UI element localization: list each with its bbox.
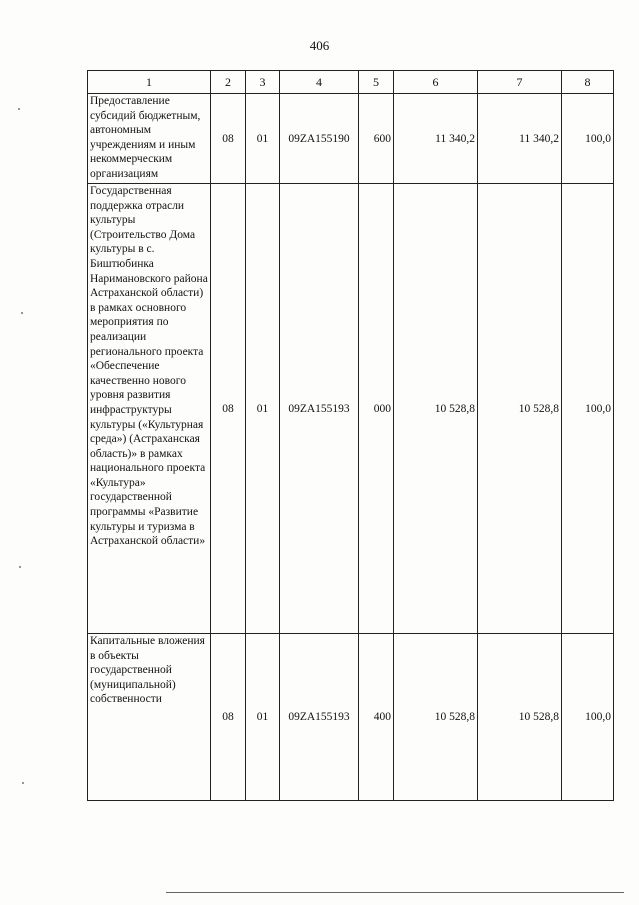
- header-cell: 2: [211, 71, 246, 94]
- header-cell: 3: [246, 71, 280, 94]
- header-cell: 8: [562, 71, 614, 94]
- approved-cell: 10 528,8: [394, 184, 478, 634]
- percent-cell: 100,0: [562, 94, 614, 184]
- scan-speck: [19, 566, 21, 568]
- scan-speck: [18, 108, 20, 110]
- scan-speck: [21, 312, 23, 314]
- table-row: [88, 184, 614, 634]
- subsection-cell: 01: [246, 634, 280, 801]
- executed-cell: 10 528,8: [478, 184, 562, 634]
- scan-speck: [22, 782, 24, 784]
- target-article-cell: 09ZA155193: [280, 184, 359, 634]
- expense-type-cell: 400: [359, 634, 394, 801]
- section-cell: 08: [211, 184, 246, 634]
- section-cell: 08: [211, 94, 246, 184]
- table-row: [88, 94, 614, 184]
- table-row: [88, 634, 614, 801]
- row-description: Государственная поддержка отрасли культуры (Строительство Дома культуры в с. Биштюбинка Наримановского района Астраханской области) в рамках основного мероприятия по реализации регионального проекта «Обеспечение качественно нового уровня развития инфраструктуры культуры («Культурная среда») (Астраханская область)» в рамках национального проекта «Культура» государственной программы «Развитие культуры и туризма в Астраханской области»: [88, 184, 211, 634]
- target-article-cell: 09ZA155190: [280, 94, 359, 184]
- expense-type-cell: 600: [359, 94, 394, 184]
- subsection-cell: 01: [246, 184, 280, 634]
- expense-type-cell: 000: [359, 184, 394, 634]
- header-cell: 1: [88, 71, 211, 94]
- header-cell: 6: [394, 71, 478, 94]
- budget-table: [87, 70, 614, 801]
- header-cell: 5: [359, 71, 394, 94]
- executed-cell: 11 340,2: [478, 94, 562, 184]
- page-number: 406: [309, 38, 330, 53]
- approved-cell: 10 528,8: [394, 634, 478, 801]
- row-description: Предоставление субсидий бюджетным, автономным учреждениям и иным некоммерческим организациям: [88, 94, 211, 184]
- executed-cell: 10 528,8: [478, 634, 562, 801]
- header-row: [88, 71, 614, 94]
- approved-cell: 11 340,2: [394, 94, 478, 184]
- row-description: Капитальные вложения в объекты государственной (муниципальной) собственности: [88, 634, 211, 801]
- percent-cell: 100,0: [562, 634, 614, 801]
- subsection-cell: 01: [246, 94, 280, 184]
- header-cell: 7: [478, 71, 562, 94]
- header-cell: 4: [280, 71, 359, 94]
- section-cell: 08: [211, 634, 246, 801]
- target-article-cell: 09ZA155193: [280, 634, 359, 801]
- bottom-scan-line: [166, 892, 624, 893]
- percent-cell: 100,0: [562, 184, 614, 634]
